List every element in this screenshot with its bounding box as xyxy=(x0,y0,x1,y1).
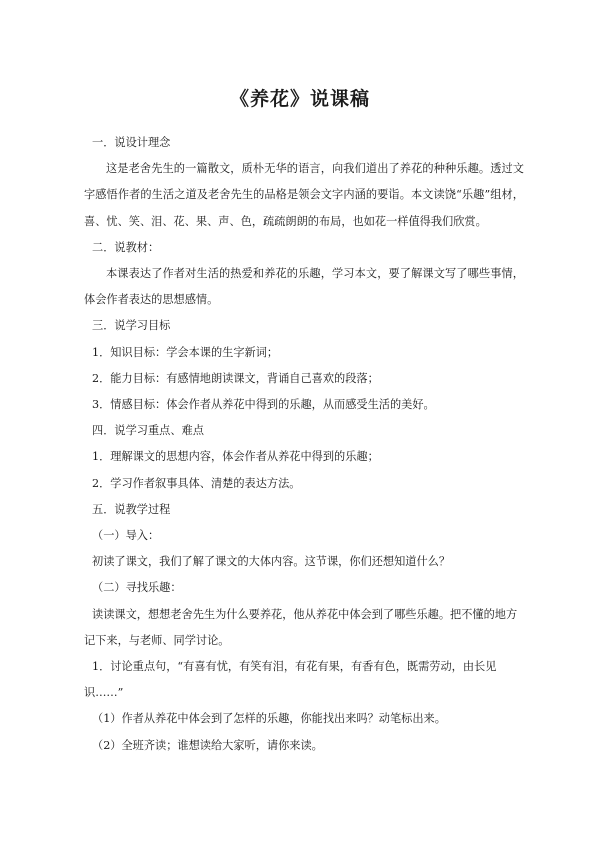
step-intro-heading: （一）导入： xyxy=(92,529,160,543)
discussion-sub-2: （2）全班齐读；谁想读给大家听，请你来读。 xyxy=(92,738,323,752)
goal-emotion: 3．情感目标：体会作者从养花中得到的乐趣，从而感受生活的美好。 xyxy=(92,398,435,412)
key-point-1: 1．理解课文的思想内容，体会作者从养花中得到的乐趣； xyxy=(92,450,379,464)
section-heading-textbook: 二．说教材： xyxy=(92,240,160,254)
discussion-item: 1．讨论重点句，“有喜有忧，有笑有泪，有花有果，有香有色，既需劳动，由长见识……” xyxy=(84,660,497,700)
step-find-fun-heading: （二）寻找乐趣： xyxy=(92,581,182,595)
document-body xyxy=(84,130,524,759)
section-heading-key-points: 四．说学习重点、难点 xyxy=(92,424,204,438)
section-heading-teaching-process: 五．说教学过程 xyxy=(92,502,171,516)
paragraph-design-concept: 这是老舍先生的一篇散文，质朴无华的语言，向我们道出了养花的种种乐趣。透过文字感悟作者的生活之道及老舍先生的品格是领会文字内涵的要诣。本文读饶“乐趣”组材，喜、忧、笑、泪、花、果、声、色，疏疏朗朗的布局，也如花一样值得我们欣赏。 xyxy=(84,162,524,228)
paragraph-textbook: 本课表达了作者对生活的热爱和养花的乐趣，学习本文，要了解课文写了哪些事情，体会作者表达的思想感情。 xyxy=(84,267,524,307)
section-heading-learning-goals: 三．说学习目标 xyxy=(92,319,171,333)
step-find-fun-text: 读读课文，想想老舍先生为什么要养花，他从养花中体会到了哪些乐趣。把不懂的地方记下来，与老师、同学讨论。 xyxy=(84,607,518,647)
discussion-sub-1: （1）作者从养花中体会到了怎样的乐趣，你能找出来吗？动笔标出来。 xyxy=(92,712,446,726)
document-title: 《养花》说课稿 xyxy=(229,88,370,110)
section-heading-design-concept: 一．说设计理念 xyxy=(92,136,171,149)
goal-knowledge: 1．知识目标：学会本课的生字新词； xyxy=(92,345,279,359)
step-intro-text: 初读了课文，我们了解了课文的大体内容。这节课，你们还想知道什么？ xyxy=(92,555,451,569)
key-point-2: 2．学习作者叙事具体、清楚的表达方法。 xyxy=(92,476,301,490)
goal-ability: 2．能力目标：有感情地朗读课文，背诵自己喜欢的段落； xyxy=(92,371,379,385)
